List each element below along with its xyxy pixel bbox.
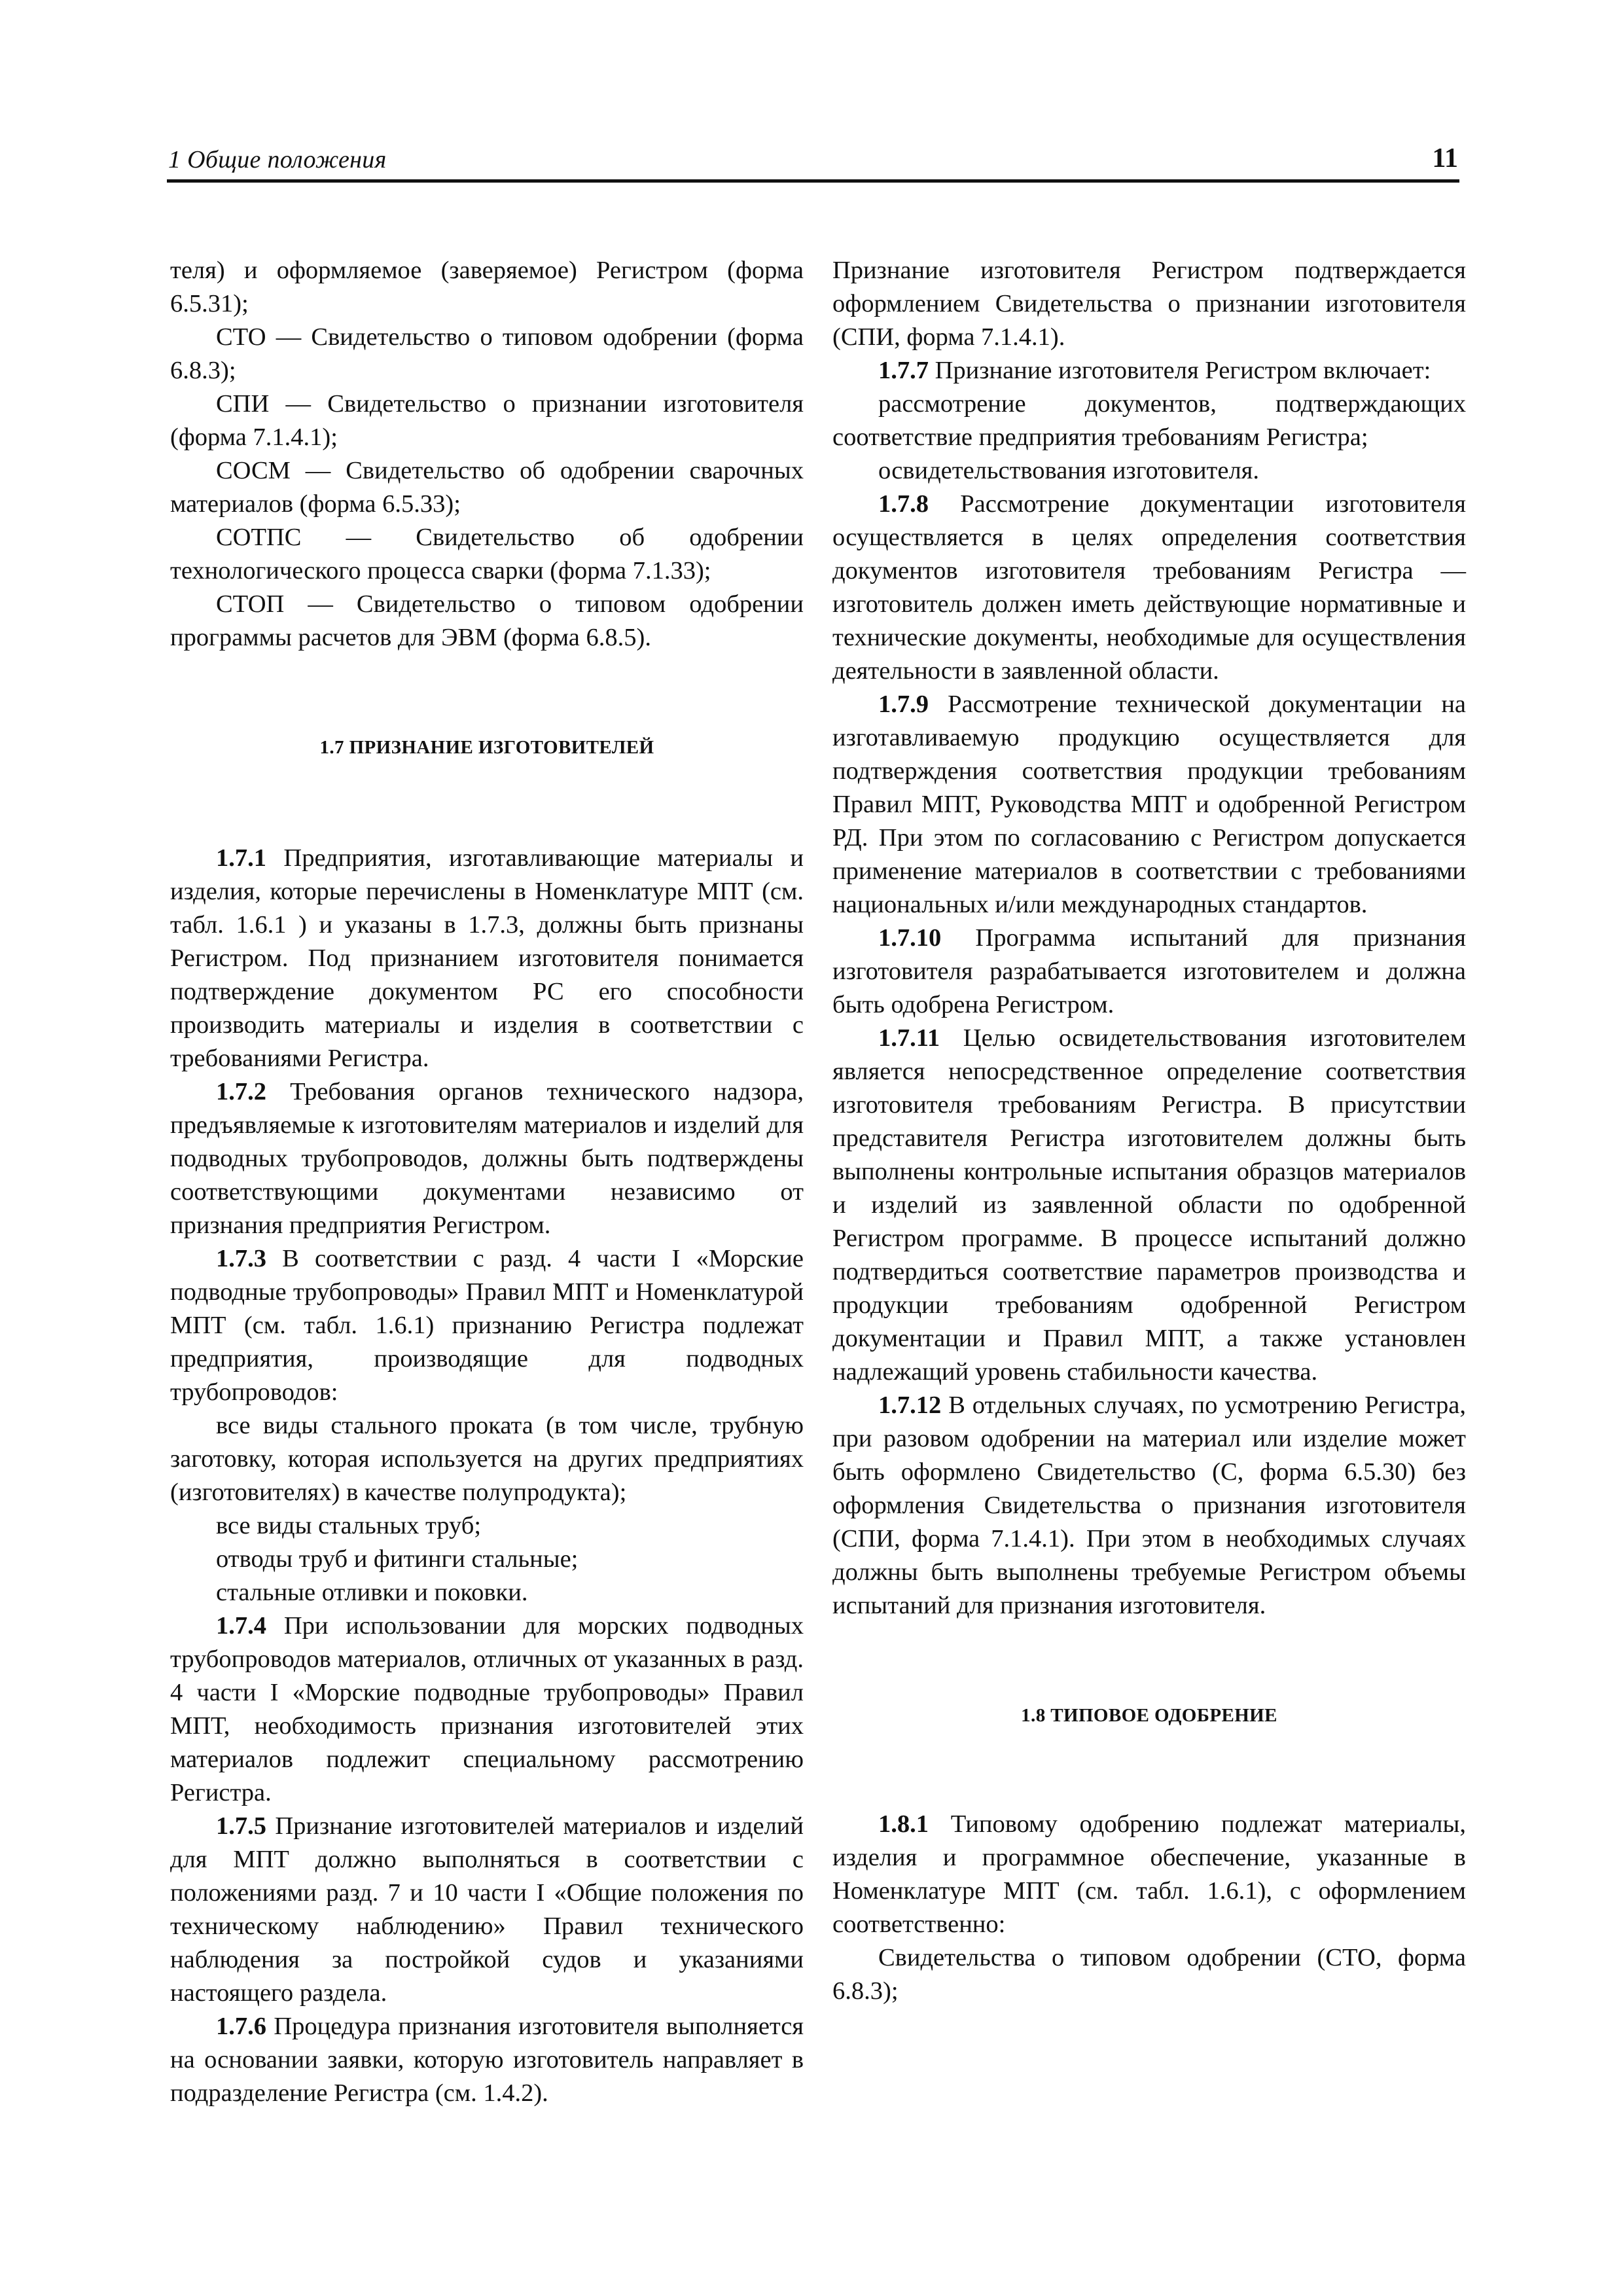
list-item: отводы труб и фитинги стальные; — [216, 1545, 579, 1573]
clause-text: В отдельных случаях, по усмотрению Регистра, при разовом одобрении на материал или изделие может быть оформлено Свидетельство (С, форма 6.5.30) без оформления Свидетельства о признания изготовителя (СПИ, форма 7.1.4.1). При этом в необходимых случаях должны быть выполнены требуемые Регистром объемы испытаний для признания изготовителя. — [832, 1391, 1466, 1619]
list-item: рассмотрение документов, подтверждающих соответствие предприятия требованиям Регистра; — [832, 390, 1466, 451]
paragraph: теля) и оформляемое (заверяемое) Регистром (форма 6.5.31); — [170, 257, 804, 317]
paragraph: Признание изготовителя Регистром подтверждается оформлением Свидетельства о признании изготовителя (СПИ, форма 7.1.4.1). — [832, 257, 1466, 351]
clause-number: 1.7.4 — [216, 1612, 266, 1640]
clause — [832, 688, 1466, 922]
clause — [832, 1022, 1466, 1389]
clause-number: 1.7.10 — [878, 924, 942, 952]
clause — [832, 488, 1466, 688]
page-number: 11 — [1432, 143, 1458, 173]
clause-number: 1.7.2 — [216, 1078, 266, 1105]
clause-number: 1.7.7 — [878, 357, 929, 384]
list-item: освидетельствования изготовителя. — [878, 457, 1260, 484]
clause-number: 1.7.3 — [216, 1245, 266, 1272]
clause-text: В соответствии с разд. 4 части I «Морские подводные трубопроводы» Правил МПТ и Номенклатурой МПТ (см. табл. 1.6.1) признанию Регистра подлежат предприятия, производящие для подводных трубопроводов: — [170, 1245, 804, 1406]
clause-number: 1.7.9 — [878, 691, 929, 718]
clause — [170, 1810, 804, 2010]
paragraph: СОСМ — Свидетельство об одобрении сварочных материалов (форма 6.5.33); — [170, 457, 804, 518]
clause — [170, 842, 804, 1075]
clause-number: 1.7.5 — [216, 1812, 266, 1840]
clause-text: Программа испытаний для признания изготовителя разрабатывается изготовителем и должна быть одобрена Регистром. — [832, 924, 1466, 1018]
paragraph: СПИ — Свидетельство о признании изготовителя (форма 7.1.4.1); — [170, 390, 804, 451]
running-header — [167, 143, 1459, 183]
paragraph: СТО — Свидетельство о типовом одобрении (форма 6.8.3); — [170, 323, 804, 384]
clause — [170, 1075, 804, 1242]
section-heading: 1.8 ТИПОВОЕ ОДОБРЕНИЕ — [1021, 1705, 1277, 1726]
clause-text: Процедура признания изготовителя выполняется на основании заявки, которую изготовитель направляет в подразделение Регистра (см. 1.4.2). — [170, 2013, 804, 2107]
clause-number: 1.7.8 — [878, 490, 929, 518]
clause-number: 1.7.12 — [878, 1391, 942, 1419]
clause — [170, 1242, 804, 1409]
paragraph: СОТПС — Свидетельство об одобрении технологического процесса сварки (форма 7.1.33); — [170, 524, 804, 584]
left-column — [170, 254, 804, 2110]
chapter-title: 1 Общие положения — [168, 146, 387, 173]
list-item: все виды стальных труб; — [216, 1512, 482, 1539]
clause-number: 1.7.11 — [878, 1024, 940, 1052]
clause-number: 1.8.1 — [878, 1810, 929, 1838]
clause-text: Требования органов технического надзора, предъявляемые к изготовителям материалов и изделий для подводных трубопроводов, должны быть подтверждены соответствующими документами независимо от признания предприятия Регистром. — [170, 1078, 804, 1239]
clause — [170, 2010, 804, 2110]
clause-number: 1.7.6 — [216, 2013, 266, 2040]
list-item: стальные отливки и поковки. — [216, 1579, 528, 1606]
right-column — [832, 254, 1466, 2008]
clause-text: Рассмотрение документации изготовителя осуществляется в целях определения соответствия документов изготовителя требованиям Регистра — изготовитель должен иметь действующие нормативные и технические документы, необходимые для осуществления деятельности в заявленной области. — [832, 490, 1466, 685]
section-heading: 1.7 ПРИЗНАНИЕ ИЗГОТОВИТЕЛЕЙ — [319, 737, 654, 758]
clause-text: Целью освидетельствования изготовителем является непосредственное определение соответствия изготовителя требованиям Регистра. В присутствии представителя Регистра изготовителем должны быть выполнены контрольные испытания образцов материалов и изделий из заявленной области по одобренной Регистром программе. В процессе испытаний должно подтвердиться соответствие параметров производства и продукции требованиям одобренной Регистром документации и Правил МПТ, а также установлен надлежащий уровень стабильности качества. — [832, 1024, 1466, 1386]
clause-text: При использовании для морских подводных трубопроводов материалов, отличных от указанных в разд. 4 части I «Морские подводные трубопроводы» Правил МПТ, необходимость признания изготовителей этих материалов подлежит специальному рассмотрению Регистра. — [170, 1612, 804, 1806]
clause — [832, 922, 1466, 1022]
paragraph: СТОП — Свидетельство о типовом одобрении программы расчетов для ЭВМ (форма 6.8.5). — [170, 590, 804, 651]
clause — [832, 1808, 1466, 1941]
clause-number: 1.7.1 — [216, 844, 266, 872]
paragraph: Свидетельства о типовом одобрении (СТО, форма 6.8.3); — [832, 1944, 1466, 2005]
clause-text: Типовому одобрению подлежат материалы, изделия и программное обеспечение, указанные в Номенклатуре МПТ (см. табл. 1.6.1), с оформлением соответственно: — [832, 1810, 1466, 1938]
clause-text: Предприятия, изготавливающие материалы и изделия, которые перечислены в Номенклатуре МПТ (см. табл. 1.6.1 ) и указаны в 1.7.3, должны быть признаны Регистром. Под признанием изготовителя понимается подтверждение документом РС его способности производить материалы и изделия в соответствии с требованиями Регистра. — [170, 844, 804, 1072]
list-item: все виды стального проката (в том числе, трубную заготовку, которая используется на других предприятиях (изготовителях) в качестве полупродукта); — [170, 1412, 804, 1506]
clause-text: Признание изготовителя Регистром включает: — [935, 357, 1431, 384]
clause — [832, 1389, 1466, 1623]
clause-text: Признание изготовителей материалов и изделий для МПТ должно выполняться в соответствии с положениями разд. 7 и 10 части I «Общие положения по техническому наблюдению» Правил технического наблюдения за постройкой судов и указаниями настоящего раздела. — [170, 1812, 804, 2007]
clause — [832, 354, 1466, 387]
clause — [170, 1609, 804, 1810]
clause-text: Рассмотрение технической документации на изготавливаемую продукцию осуществляется для подтверждения соответствия продукции требованиям Правил МПТ, Руководства МПТ и одобренной Регистром РД. При этом по согласованию с Регистром допускается применение материалов в соответствии с требованиями национальных и/или международных стандартов. — [832, 691, 1467, 918]
